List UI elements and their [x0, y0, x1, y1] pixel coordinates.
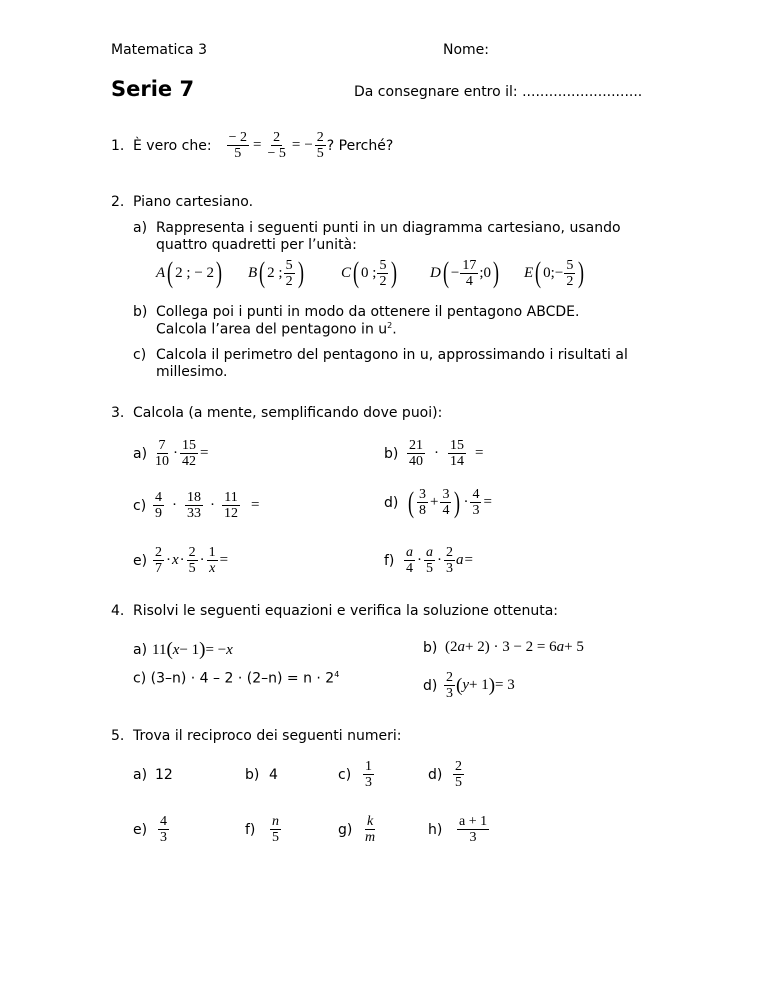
- exercise-3a: a) $\frac{7}{10}$ · $\frac{15}{42}$ =: [133, 438, 209, 469]
- question-title: Calcola (a mente, semplificando dove puoi):: [133, 405, 443, 421]
- exercise-3e: e) $\frac{2}{7}$ · x · $\frac{2}{5}$ · $\frac{1}{x}$ =: [133, 545, 229, 576]
- question-title: Risolvi le seguenti equazioni e verifica la soluzione ottenuta:: [133, 603, 559, 619]
- question-5: [111, 728, 402, 744]
- item-2c-text: millesimo.: [156, 364, 228, 380]
- point-d: D ( − $\frac{17}{4}$ ;0 ): [430, 256, 499, 289]
- fraction: $\frac{2}{- 5}$: [267, 130, 286, 161]
- question-4: [111, 603, 558, 619]
- point-a: A ( 2 ; − 2 ): [156, 256, 223, 289]
- reciprocal-5e: e) $\frac{4}{3}$: [133, 814, 167, 845]
- exercise-3b: b) $\frac{21}{40}$ · $\frac{15}{14}$ =: [384, 438, 484, 469]
- reciprocal-5d: d) $\frac{2}{5}$: [428, 759, 462, 790]
- equation-4b: b) (2 a + 2) · 3 − 2 = 6 a + 5: [423, 639, 584, 656]
- deadline-text: Da consegnare entro il: ...........................: [354, 84, 643, 100]
- question-2: [111, 194, 253, 210]
- reciprocal-5a: a) 12: [133, 767, 173, 783]
- exercise-3c: c) $\frac{4}{9}$ · $\frac{18}{33}$ · $\frac{11}{12}$ =: [133, 490, 260, 521]
- exercise-3f: f) $\frac{a}{4}$ · $\frac{a}{5}$ · $\frac{2}{3}$ a =: [384, 545, 473, 576]
- item-2a-label: a): [133, 220, 148, 236]
- fraction: $\frac{- 2}{5}$: [228, 130, 247, 161]
- question-text: È vero che:: [133, 137, 212, 154]
- point-e: E ( 0;− $\frac{5}{2}$ ): [524, 256, 585, 289]
- page-title: Serie 7: [111, 77, 195, 101]
- question-title: Trova il reciproco dei seguenti numeri:: [133, 728, 402, 744]
- reciprocal-5f: f) $\frac{n}{5}$: [245, 814, 279, 845]
- equation-4d: d) $\frac{2}{3}$ ( y + 1 ) = 3: [423, 670, 515, 701]
- question-3: [111, 405, 442, 421]
- subject-label: Matematica 3: [111, 42, 207, 58]
- item-2a-text: Rappresenta i seguenti punti in un diagramma cartesiano, usando: [156, 220, 621, 236]
- exercise-3d: d) ( $\frac{3}{8}$ + $\frac{3}{4}$ ) · $\frac{4}{3}$ =: [384, 485, 492, 519]
- item-2b-label: b): [133, 304, 148, 320]
- question-title: Piano cartesiano.: [133, 194, 254, 210]
- question-1: 1. È vero che: $\frac{- 2}{5}$ = $\frac{2}{- 5}$ = − $\frac{2}{5}$ ? Perché?: [111, 130, 394, 161]
- question-text: ? Perché?: [326, 137, 394, 154]
- equation-4a: a) 11 ( x − 1 ) = − x: [133, 639, 233, 660]
- name-label: Nome:: [443, 42, 490, 58]
- reciprocal-5h: h) $\frac{a + 1}{3}$: [428, 814, 488, 845]
- question-number: 3.: [111, 405, 125, 421]
- item-2a-text: quattro quadretti per l’unità:: [156, 237, 357, 253]
- question-number: 5.: [111, 728, 125, 744]
- reciprocal-5g: g) $\frac{k}{m}$: [338, 814, 376, 845]
- fraction: $\frac{2}{5}$: [316, 130, 324, 161]
- point-b: B ( 2 ; $\frac{5}{2}$ ): [248, 256, 304, 289]
- item-2b-text: Collega poi i punti in modo da ottenere il pentagono ABCDE.: [156, 304, 580, 320]
- question-number: 1.: [111, 137, 125, 154]
- item-2c-text: Calcola il perimetro del pentagono in u, approssimando i risultati al: [156, 347, 628, 363]
- question-number: 4.: [111, 603, 125, 619]
- item-2b-text: Calcola l’area del pentagono in $u^2$.: [156, 321, 397, 338]
- question-number: 2.: [111, 194, 125, 210]
- item-2c-label: c): [133, 347, 147, 363]
- reciprocal-5b: b) 4: [245, 767, 278, 783]
- point-c: C ( 0 ; $\frac{5}{2}$ ): [341, 256, 398, 289]
- reciprocal-5c: c) $\frac{1}{3}$: [338, 759, 372, 790]
- equation-4c: c) $(3-n) \cdot 4 - 2 \cdot (2-n) = n \cdot 2^4$: [133, 670, 340, 687]
